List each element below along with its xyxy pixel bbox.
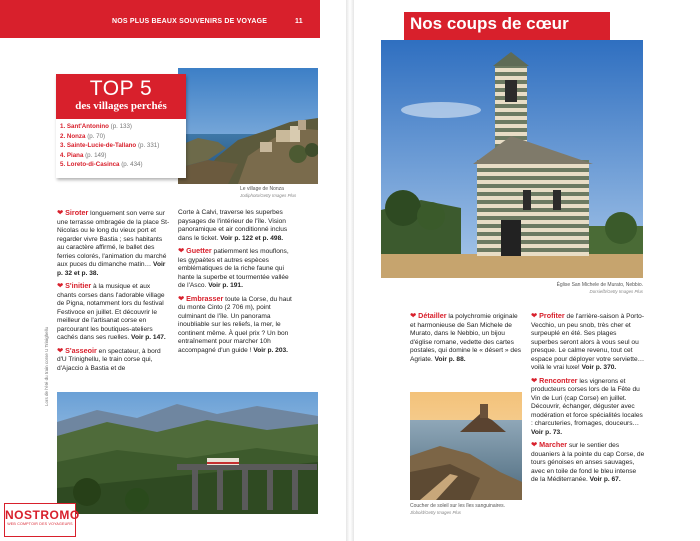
heart-icon: ❤	[410, 311, 417, 320]
left-column-2	[178, 209, 296, 359]
paragraph: ❤ Embrasser toute la Corse, du haut du monte Cinto (2 706 m), point culminant de l'île. Un panorama inoubliable sur les reliefs, la mer, le continent même. À quel prix ? Un bon entraînement pour marcher 10h accompagné d'un guide ! Voir p. 203.	[178, 293, 292, 354]
paragraph: ❤ Guetter patiemment les mouflons, les gypaètes et autres espèces emblématiques de la riche faune qui hante la superbe et tourmentée vallée de l'Asco. Voir p. 191.	[178, 246, 289, 289]
header-title: NOS PLUS BEAUX SOUVENIRS DE VOYAGE	[112, 18, 268, 25]
heart-icon: ❤	[57, 281, 64, 290]
caption-text: Coucher de soleil sur les îles sanguinaires.	[410, 503, 506, 509]
logo-name: NOSTROMO	[5, 508, 80, 522]
paragraph: ❤ Profiter de l'arrière-saison à Porto-Vecchio, un peu snob, très cher et surpeuplé en été. Ses plages superbes seront alors à vous seul ou presque. Le calme revenu, tout cet espace pour déployer votre serviette… voilà le vrai luxe! Voir p. 370.	[531, 311, 645, 371]
page-title: Nos coups de cœur	[404, 12, 610, 40]
left-page	[0, 0, 346, 541]
paragraph: ❤ Détailler la polychromie originale et harmonieuse de San Michele de Murato, dans le Nebbio, un bijou d'église romane, vedette des cartes postales, qui domine le « désert » des Agriate. Voir p. 88.	[410, 311, 522, 363]
credit-text: Jodiphoto/Getty Images Plus	[240, 192, 297, 198]
caption-text: Église San Michele de Murato, Nebbio.	[556, 282, 643, 288]
paragraph: ❤ Rencontrer les vignerons et producteurs corses lors de la Fête du Vin de Luri (cap Corse) en juillet. Découvrir, échanger, déguster avec modération et force spécialités locales : charcuteries, fromages, douceurs… Voir p. 73.	[531, 375, 643, 436]
photo-sunset-caption	[410, 503, 528, 516]
list-item: 4. Piana (p. 149)	[60, 151, 107, 159]
logo-tagline: WEB COMPTOIR DES VOYAGEURS	[7, 522, 73, 526]
heart-icon: ❤	[178, 293, 185, 303]
caption-text: Le village de Nonza	[240, 186, 284, 192]
photo-church	[381, 40, 643, 278]
right-column-1	[410, 312, 524, 368]
credit-text: Jlobold/Getty Images Plus	[410, 509, 462, 515]
list-item: 2. Nonza (p. 70)	[60, 132, 106, 140]
paragraph: Corte à Calvi, traverse les superbes paysages de l'intérieur de l'île. Vision panoramique et air conditionné inclus dans le ticket. Voir p. 122 et p. 498.	[178, 209, 288, 242]
book-gutter	[346, 0, 354, 541]
photo-nonza-caption	[240, 186, 320, 199]
photo-church-caption	[544, 282, 643, 295]
left-column-1	[57, 209, 171, 377]
paragraph: ❤ S'initier à la musique et aux chants corses dans l'adorable village de Pigna, notamment lors du festival Festivoce en juillet. Et découvrir le meilleur de l'artisanat corse en parcourant les boutiques-ateliers cachés dans ses ruelles. Voir p. 147.	[57, 281, 166, 341]
photo-train-viaduct	[57, 392, 318, 514]
list-item: 5. Loreto-di-Casinca (p. 434)	[60, 161, 143, 169]
credit-text: Dorsiefb/Getty Images Plus	[589, 288, 643, 294]
header-bar	[0, 0, 320, 38]
photo-sunset-islands	[410, 392, 522, 500]
top5-heading: TOP 5	[89, 77, 153, 100]
page-number: 11	[295, 18, 303, 25]
heart-icon: ❤	[531, 311, 538, 320]
top5-subheading: des villages perchés	[75, 100, 167, 112]
photo-nonza	[178, 68, 318, 184]
heart-icon: ❤	[531, 375, 538, 385]
paragraph: ❤ Marcher sur le sentier des douaniers à la pointe du cap Corse, de tours génoises en anses sauvages, avec en toile de fond le bleu intense de la Méditerranée. Voir p. 67.	[531, 440, 645, 483]
top5-list	[56, 119, 186, 178]
paragraph: ❤ S'asseoir en spectateur, à bord d'U Trinighellu, le train corse qui, d'Ajaccio à Bastia et de	[57, 345, 161, 372]
list-item: 3. Sainte-Lucie-de-Tallano (p. 331)	[60, 142, 160, 150]
right-page	[354, 0, 700, 541]
heart-icon: ❤	[531, 440, 538, 449]
list-item: 1. Sant'Antonino (p. 133)	[60, 123, 132, 130]
right-column-2	[531, 312, 645, 489]
heart-icon: ❤	[178, 246, 185, 255]
nostromo-logo	[4, 503, 80, 537]
paragraph: ❤ Siroter longuement son verre sur une terrasse ombragée de la place St-Nicolas ou le long du vieux port et regarder vivre Bastia ; ses habitants au caractère affirmé, le ballet des ferries colorés, l'animation du marché aux puces du dimanche matin… Voir p. 32 et p. 38.	[57, 208, 170, 277]
heart-icon: ❤	[57, 345, 64, 355]
heart-icon: ❤	[57, 208, 64, 217]
photo-train-credit: Lors de l'été du train corse U Trinighellu	[44, 326, 49, 406]
